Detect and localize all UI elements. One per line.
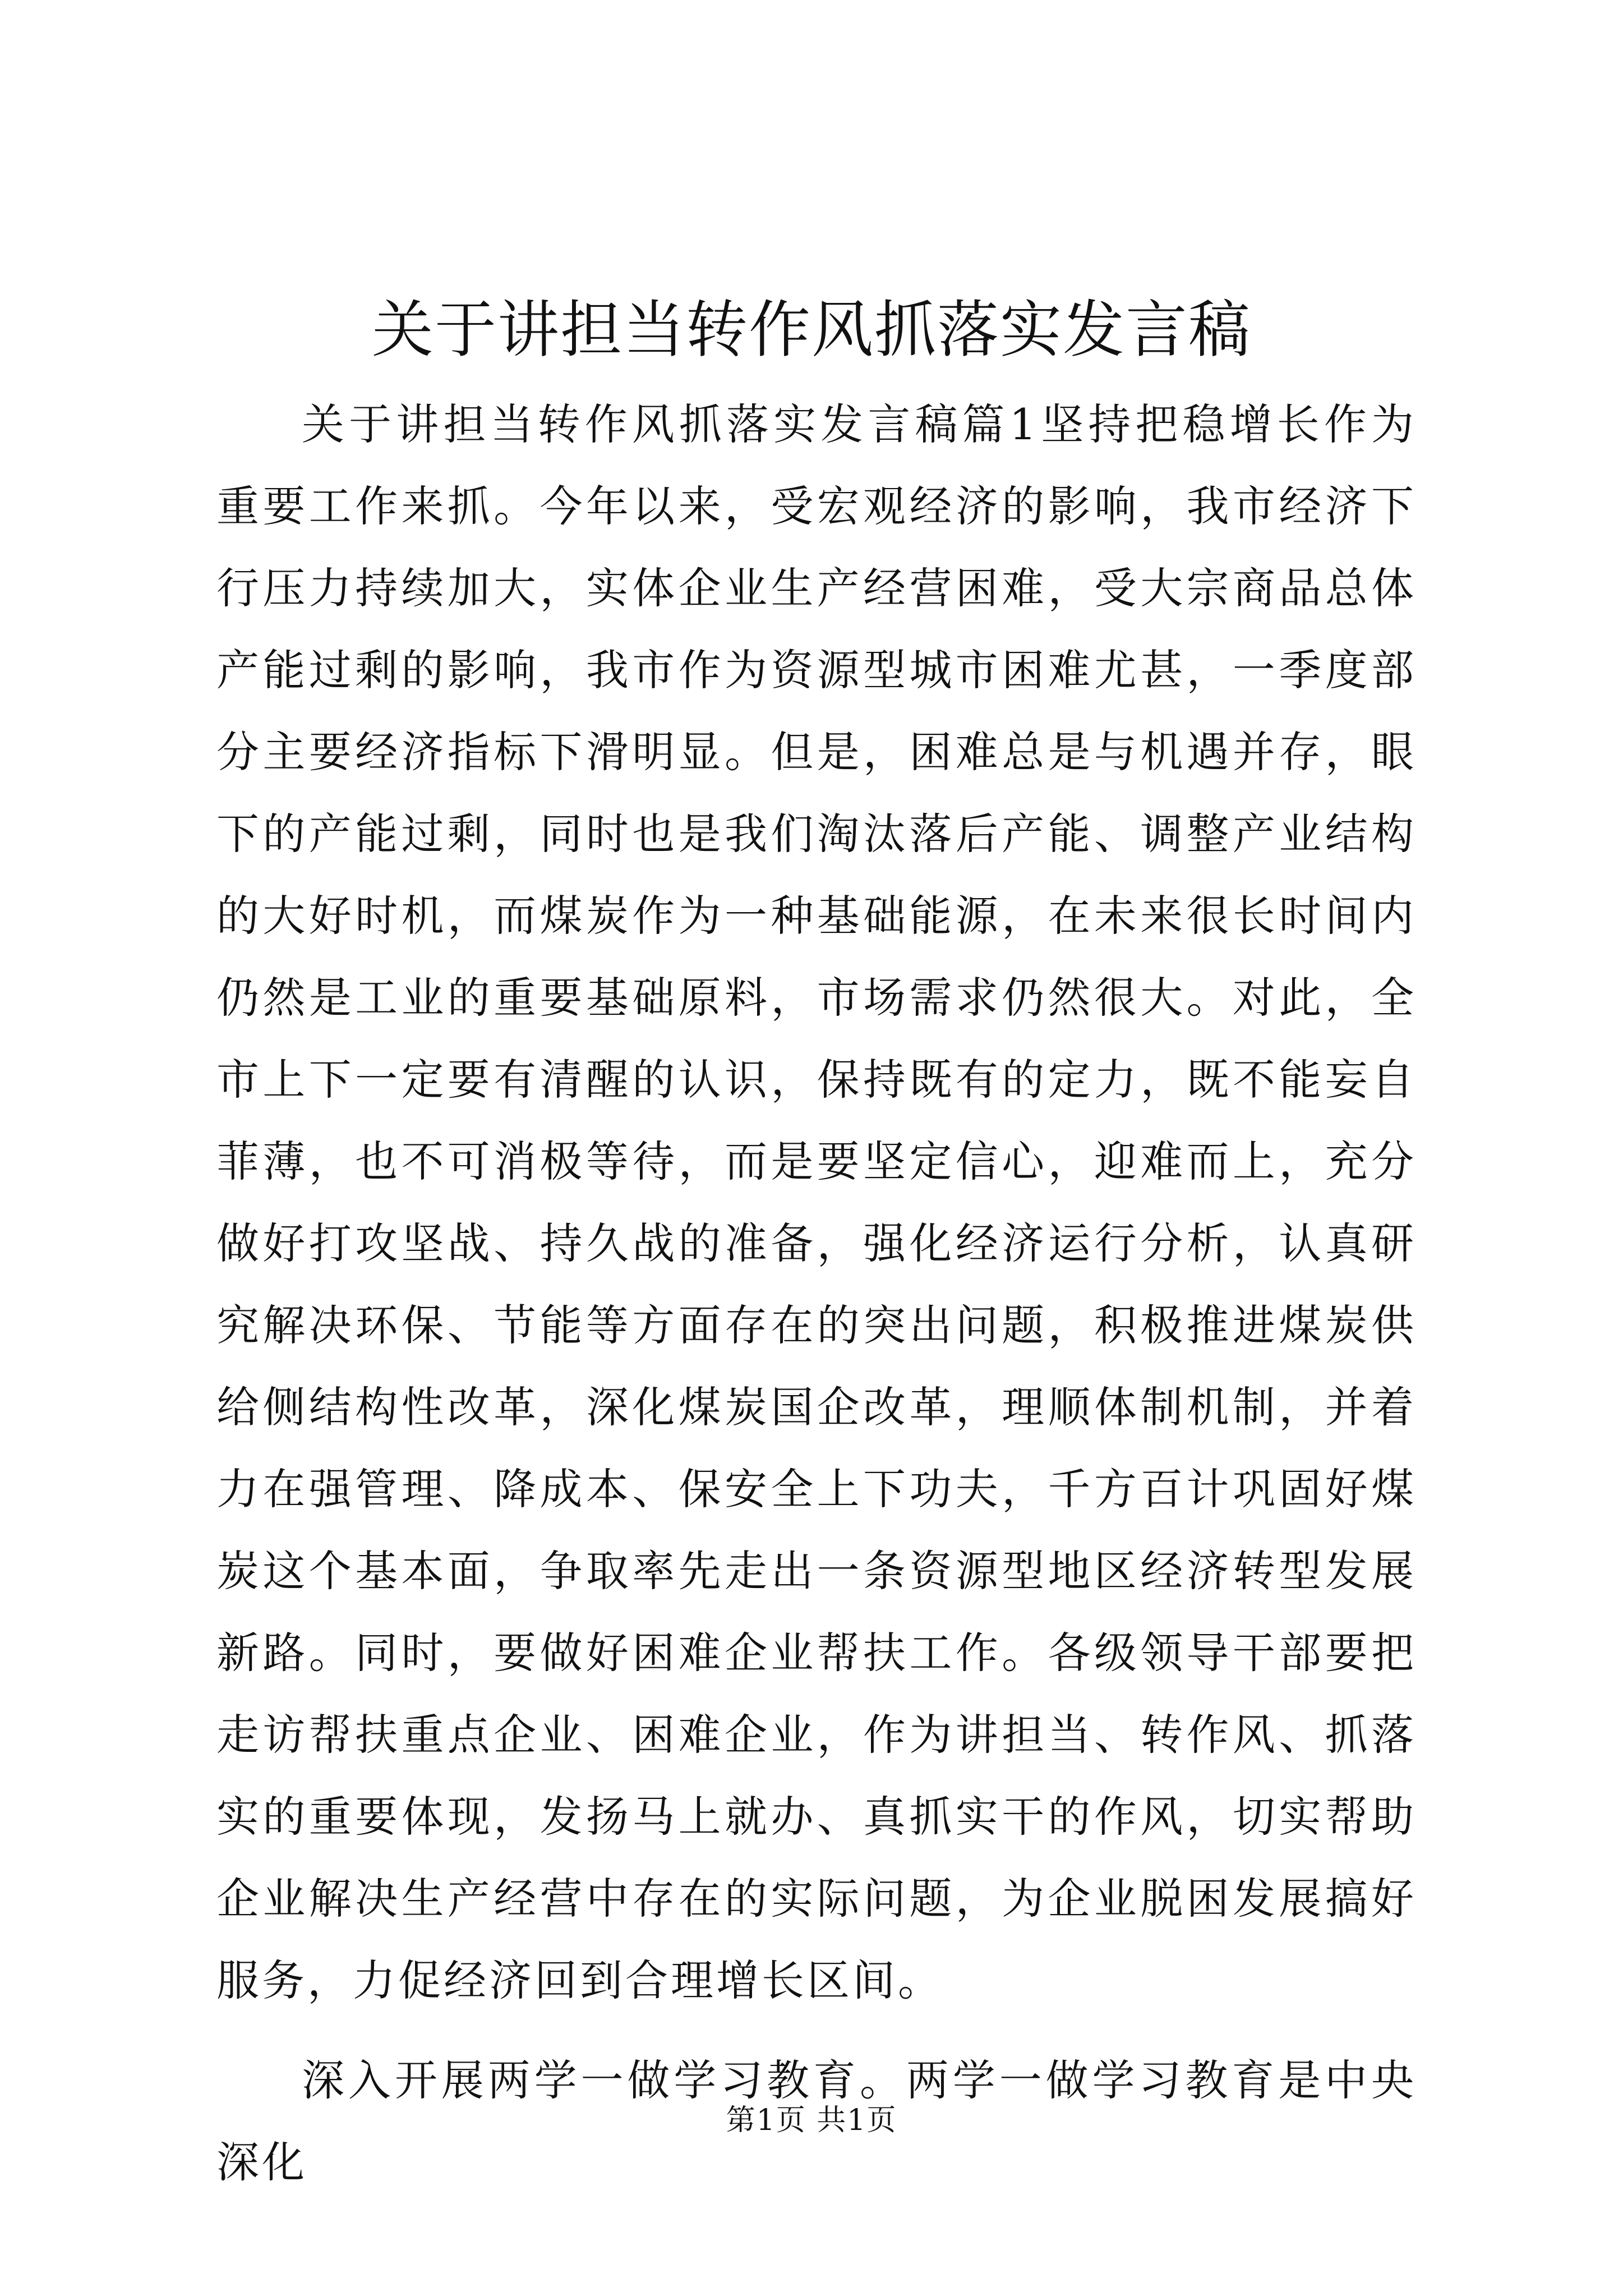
body-paragraph-1: 关于讲担当转作风抓落实发言稿篇1坚持把稳增长作为重要工作来抓。今年以来，受宏观经济的影响，我市经济下行压力持续加大，实体企业生产经营困难，受大宗商品总体产能过剩的影响，我市作为资源型城市困难尤甚，一季度部分主要经济指标下滑明显。但是，困难总是与机遇并存，眼下的产能过剩，同时也是我们淘汰落后产能、调整产业结构的大好时机，而煤炭作为一种基础能源，在未来很长时间内仍然是工业的重要基础原料，市场需求仍然很大。对此，全市上下一定要有清醒的认识，保持既有的定力，既不能妄自菲薄，也不可消极等待，而是要坚定信心，迎难而上，充分做好打攻坚战、持久战的准备，强化经济运行分析，认真研究解决环保、节能等方面存在的突出问题，积极推进煤炭供给侧结构性改革，深化煤炭国企改革，理顺体制机制，并着力在强管理、降成本、保安全上下功夫，千方百计巩固好煤炭这个基本面，争取率先走出一条资源型地区经济转型发展新路。同时，要做好困难企业帮扶工作。各级领导干部要把走访帮扶重点企业、困难企业，作为讲担当、转作风、抓落实的重要体现，发扬马上就办、真抓实干的作风，切实帮助企业解决生产经营中存在的实际问题，为企业脱困发展搞好服务，力促经济回到合理增长区间。 <box>216 399 1417 2005</box>
body-paragraph-2: 深入开展两学一做学习教育。两学一做学习教育是中央深化 <box>216 2055 1417 2187</box>
document-body <box>216 384 1417 2203</box>
page-footer: 第1页 共1页 <box>726 2104 897 2137</box>
document-title: 关于讲担当转作风抓落实发言稿 <box>372 294 1251 366</box>
